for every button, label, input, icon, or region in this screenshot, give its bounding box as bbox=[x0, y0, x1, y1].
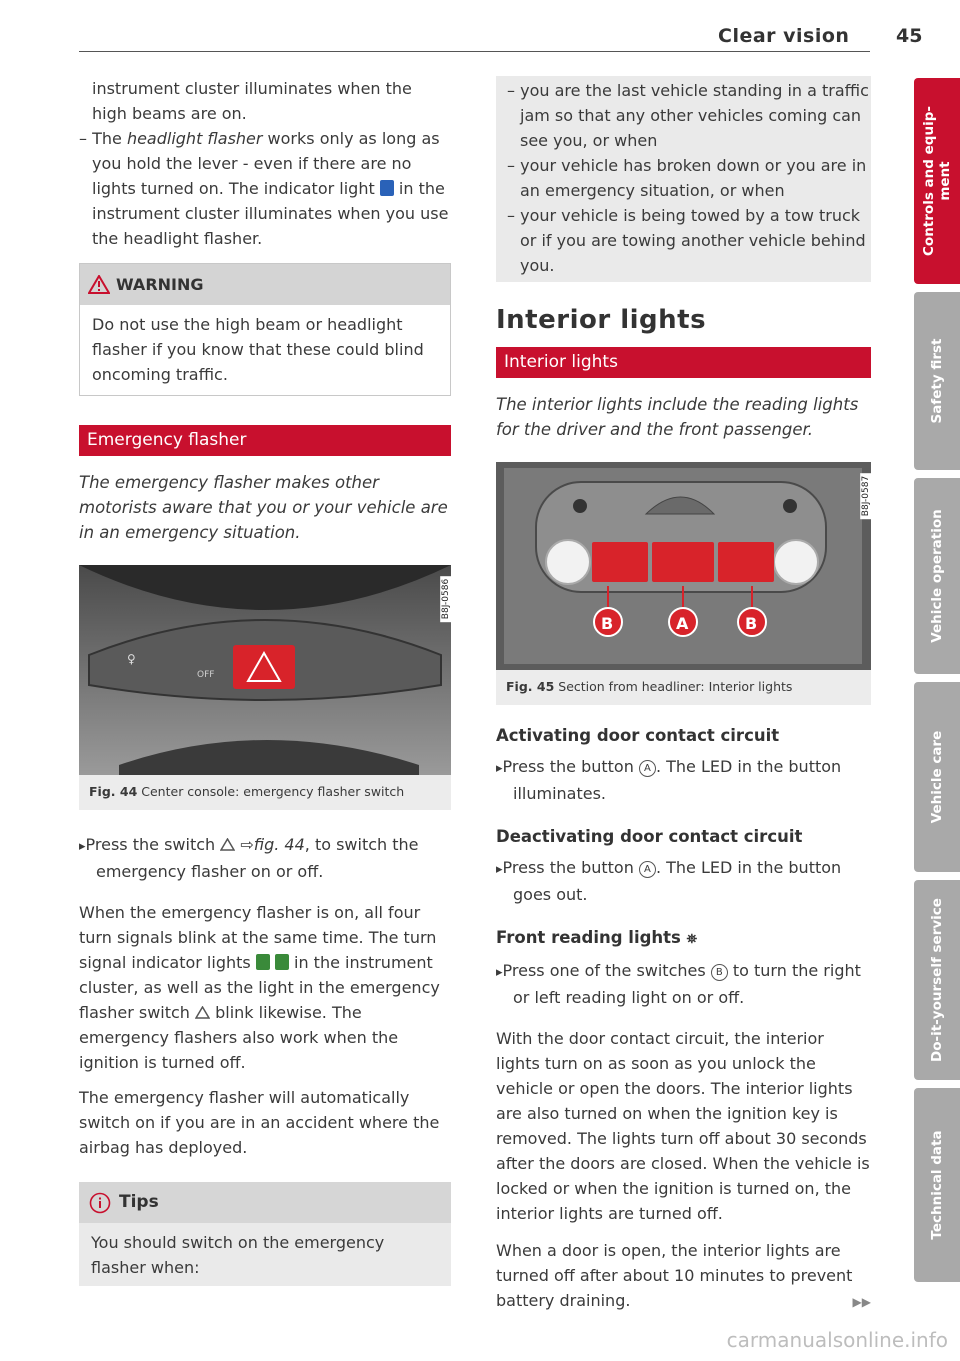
reading-light-icon: ⛯ bbox=[686, 932, 698, 947]
left-column bbox=[79, 76, 451, 1286]
door-contact-paragraph: With the door contact circuit, the interior lights turn on as soon as you unlock the vehicle or open the doors. The interior lights are also turned on when the ignition key is removed. The lights turn off about 30 seconds after the doors are closed. When the vehicle is locked or when the ignition is turned on, the interior lights are turned off. bbox=[496, 1029, 870, 1223]
warning-triangle-icon bbox=[88, 275, 110, 294]
figure-44-caption: Fig. 44 Center console: emergency flasher switch bbox=[89, 784, 405, 799]
figure-44-image bbox=[79, 565, 451, 775]
emergency-paragraph-2: The emergency flasher will automatically switch on if you are in an accident where the airbag has deployed. bbox=[79, 1088, 440, 1157]
tips-header: Tips bbox=[79, 1182, 451, 1223]
reading-step: ▸ Press one of the switches B to turn the right or left reading light on or off. bbox=[496, 958, 871, 1010]
tab-safety-first[interactable]: Safety first bbox=[914, 292, 960, 470]
figure-45-image bbox=[496, 462, 871, 670]
hazard-triangle-icon-2 bbox=[195, 1006, 210, 1019]
info-icon bbox=[89, 1192, 111, 1214]
tips-bullet: – you are the last vehicle standing in a traffic jam so that any other vehicles coming can see you, or when bbox=[507, 81, 869, 150]
callout-a: A bbox=[676, 614, 689, 633]
watermark: carmanualsonline.info bbox=[726, 1328, 948, 1352]
continue-arrow-icon: ▶▶ bbox=[852, 1295, 871, 1309]
emergency-paragraph-1: When the emergency flasher is on, all four turn signals blink at the same time. The turn signal indicator lights in the instrument cluster, as well as the light in the emergency flasher switch blink likewise. The emergency flashers also work when the ignition is turned off. bbox=[79, 903, 440, 1072]
emergency-flasher-heading: Emergency flasher bbox=[79, 425, 451, 456]
callout-b-left: B bbox=[601, 614, 614, 633]
callout-a-ref: A bbox=[639, 861, 656, 878]
right-column bbox=[496, 76, 871, 1315]
warning-box bbox=[79, 263, 451, 396]
interior-lead: The interior lights include the reading lights for the driver and the front passenger. bbox=[496, 395, 859, 439]
header-rule bbox=[79, 51, 870, 52]
intro-line: instrument cluster illuminates when the high beams are on. bbox=[92, 79, 412, 123]
high-beam-indicator-icon bbox=[380, 180, 394, 196]
headlight-flasher-term: headlight flasher bbox=[126, 129, 263, 148]
tips-bullet: – your vehicle has broken down or you are in an emergency situation, or when bbox=[507, 156, 867, 200]
emergency-lead: The emergency flasher makes other motorists aware that you or your vehicle are in an emergency situation. bbox=[79, 473, 448, 542]
tab-technical-data[interactable]: Technical data bbox=[914, 1088, 960, 1282]
tab-vehicle-care[interactable]: Vehicle care bbox=[914, 682, 960, 872]
hazard-triangle-icon bbox=[220, 838, 235, 851]
warning-text: Do not use the high beam or headlight flasher if you know that these could blind oncoming traffic. bbox=[92, 315, 424, 384]
figure-44 bbox=[79, 565, 451, 810]
headlight-flasher-paragraph: – The headlight flasher works only as long as you hold the lever - even if there are no lights turned on. The indicator light in the instrument cluster illuminates when you use the headlight flasher. bbox=[79, 129, 449, 248]
svg-text:♀: ♀ bbox=[127, 652, 136, 666]
callout-b-ref: B bbox=[711, 964, 728, 981]
section-title: Clear vision bbox=[718, 25, 850, 47]
step-press-switch: ▸ Press the switch ⇨fig. 44, to switch the emergency flasher on or off. bbox=[79, 832, 451, 884]
tab-controls-and-equipment[interactable]: Controls and equip- ment bbox=[914, 78, 960, 284]
figure-45-caption: Fig. 45 Section from headliner: Interior lights bbox=[506, 679, 793, 694]
tab-vehicle-operation[interactable]: Vehicle operation bbox=[914, 478, 960, 674]
activate-heading: Activating door contact circuit bbox=[496, 726, 780, 745]
tips-continuation bbox=[496, 76, 871, 282]
door-open-paragraph: When a door is open, the interior lights are turned off after about 10 minutes to prevent battery draining. ▶▶ bbox=[496, 1238, 871, 1313]
off-label: OFF bbox=[197, 670, 215, 680]
tips-box bbox=[79, 1182, 451, 1286]
figure-44-code: B8J-0586 bbox=[440, 576, 451, 622]
deactivate-heading: Deactivating door contact circuit bbox=[496, 827, 803, 846]
figure-45-code: B8J-0587 bbox=[860, 473, 871, 519]
deactivate-step: ▸ Press the button A . The LED in the button goes out. bbox=[496, 855, 871, 907]
interior-lights-heading: Interior lights bbox=[496, 347, 871, 378]
tab-do-it-yourself-service[interactable]: Do-it-yourself service bbox=[914, 880, 960, 1080]
callout-a-ref: A bbox=[639, 760, 656, 777]
warning-header: WARNING bbox=[80, 264, 450, 305]
figure-45 bbox=[496, 462, 871, 705]
turn-left-indicator-icon bbox=[256, 954, 270, 970]
reading-lights-heading: Front reading lights ⛯ bbox=[496, 928, 698, 947]
page-number: 45 bbox=[896, 25, 923, 47]
tips-text: You should switch on the emergency flasher when: bbox=[91, 1233, 385, 1277]
activate-step: ▸ Press the button A . The LED in the button illuminates. bbox=[496, 754, 871, 806]
chapter-tabs bbox=[914, 78, 960, 1290]
callout-b-right: B bbox=[745, 614, 758, 633]
interior-lights-title: Interior lights bbox=[496, 305, 707, 335]
tips-bullet: – your vehicle is being towed by a tow truck or if you are towing another vehicle behind you. bbox=[507, 206, 866, 275]
fig-44-ref[interactable]: fig. 44 bbox=[253, 835, 305, 854]
turn-right-indicator-icon bbox=[275, 954, 289, 970]
